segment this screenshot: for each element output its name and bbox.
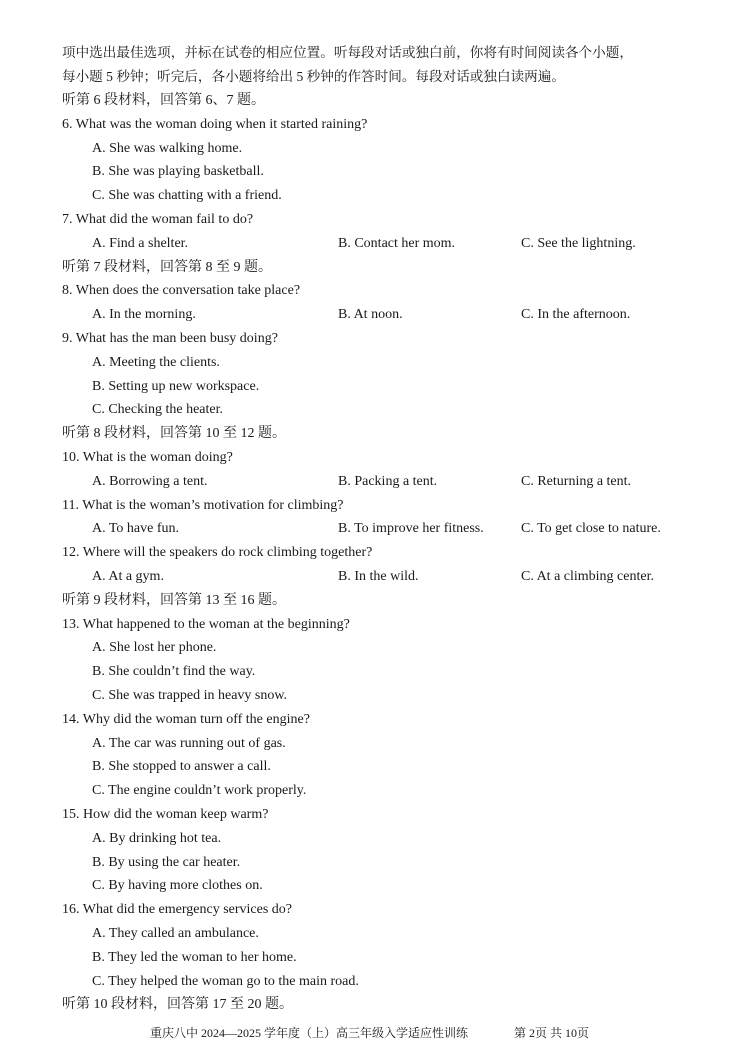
question-stem [0, 327, 752, 351]
option-line [0, 874, 752, 898]
option-line [0, 660, 752, 684]
section-header [0, 256, 752, 280]
question-text: 6. What was the woman doing when it started raining? [62, 116, 368, 132]
option-line [0, 184, 752, 208]
intro-line [0, 65, 752, 89]
option-b: B. Packing a tent. [338, 473, 438, 489]
option-a: A. Find a shelter. [92, 235, 189, 251]
option-line [0, 160, 752, 184]
question-stem [0, 803, 752, 827]
option-a: A. The car was running out of gas. [92, 735, 286, 751]
section-header [0, 589, 752, 613]
option-c: C. By having more clothes on. [92, 878, 263, 894]
question-text: 13. What happened to the woman at the beginning? [62, 616, 350, 632]
options-row [0, 565, 752, 589]
option-line [0, 732, 752, 756]
option-a: A. By drinking hot tea. [92, 830, 222, 846]
option-b: B. By using the car heater. [92, 854, 241, 870]
option-a: A. They called an ambulance. [92, 926, 259, 941]
option-line [0, 351, 752, 375]
option-c: C. She was chatting with a friend. [92, 188, 282, 204]
options-row [0, 303, 752, 327]
option-line [0, 851, 752, 875]
question-text: 15. How did the woman keep warm? [62, 807, 269, 822]
question-text: 11. What is the woman’s motivation for climbing? [62, 497, 344, 513]
option-c: C. Returning a tent. [521, 473, 632, 489]
footer-page-number: 第 2页 共 10页 [514, 1026, 590, 1040]
option-line [0, 636, 752, 660]
option-a: A. She was walking home. [92, 140, 243, 156]
option-b: B. At noon. [338, 307, 403, 323]
question-stem [0, 113, 752, 137]
question-text: 14. Why did the woman turn off the engine? [62, 711, 310, 727]
option-b: B. Contact her mom. [338, 235, 456, 251]
option-line [0, 946, 752, 970]
option-a: A. Borrowing a tent. [92, 473, 208, 489]
option-c: C. At a climbing center. [521, 569, 654, 584]
section-header-text: 听第 9 段材料，回答第 13 至 16 题。 [62, 592, 286, 608]
options-row [0, 517, 752, 541]
option-line [0, 684, 752, 708]
option-a: A. She lost her phone. [92, 640, 217, 656]
option-b: B. To improve her fitness. [338, 521, 484, 537]
question-text: 16. What did the emergency services do? [62, 902, 293, 918]
option-c: C. They helped the woman go to the main road. [92, 973, 359, 989]
option-c: C. See the lightning. [521, 235, 636, 251]
question-text: 10. What is the woman doing? [62, 450, 233, 465]
intro-text: 每小题 5 秒钟；听完后，各小题将给出 5 秒钟的作答时间。每段对话或独白读两遍。 [62, 69, 565, 84]
section-header [0, 89, 752, 113]
question-stem [0, 279, 752, 303]
question-stem [0, 613, 752, 637]
intro-line [0, 41, 752, 65]
question-stem [0, 446, 752, 470]
option-c: C. She was trapped in heavy snow. [92, 688, 288, 703]
option-c: C. To get close to nature. [521, 521, 661, 537]
option-line [0, 137, 752, 161]
option-b: B. Setting up new workspace. [92, 378, 260, 394]
options-row [0, 470, 752, 494]
option-line [0, 827, 752, 851]
option-line [0, 398, 752, 422]
question-stem [0, 208, 752, 232]
option-b: B. They led the woman to her home. [92, 949, 297, 965]
option-c: C. The engine couldn’t work properly. [92, 783, 307, 799]
option-b: B. She was playing basketball. [92, 164, 264, 180]
section-header-text: 听第 6 段材料，回答第 6、7 题。 [62, 93, 265, 108]
option-a: A. At a gym. [92, 569, 164, 584]
question-stem [0, 541, 752, 565]
section-header-text: 听第 8 段材料，回答第 10 至 12 题。 [62, 426, 286, 442]
option-line [0, 970, 752, 994]
question-stem [0, 898, 752, 922]
question-text: 12. Where will the speakers do rock climbing together? [62, 545, 373, 561]
option-b: B. She couldn’t find the way. [92, 664, 256, 680]
option-line [0, 375, 752, 399]
option-line [0, 922, 752, 946]
question-stem [0, 708, 752, 732]
question-stem [0, 494, 752, 518]
option-b: B. She stopped to answer a call. [92, 759, 271, 775]
option-a: A. Meeting the clients. [92, 354, 220, 370]
option-line [0, 779, 752, 803]
option-a: A. To have fun. [92, 521, 180, 537]
question-text: 9. What has the man been busy doing? [62, 331, 278, 346]
option-a: A. In the morning. [92, 307, 196, 323]
intro-text: 项中选出最佳选项，并标在试卷的相应位置。听每段对话或独白前，你将有时间阅读各个小题， [62, 45, 633, 60]
section-header-text: 听第 7 段材料，回答第 8 至 9 题。 [62, 259, 272, 275]
option-line [0, 755, 752, 779]
option-c: C. In the afternoon. [521, 307, 631, 323]
section-header [0, 993, 752, 1017]
section-header-text: 听第 10 段材料，回答第 17 至 20 题。 [62, 997, 293, 1013]
options-row [0, 232, 752, 256]
option-c: C. Checking the heater. [92, 402, 224, 418]
section-header [0, 422, 752, 446]
footer-exam-title: 重庆八中 2024—2025 学年度（上）高三年级入学适应性训练 [150, 1026, 469, 1040]
question-text: 7. What did the woman fail to do? [62, 212, 254, 227]
option-b: B. In the wild. [338, 569, 419, 584]
question-text: 8. When does the conversation take place? [62, 283, 301, 299]
